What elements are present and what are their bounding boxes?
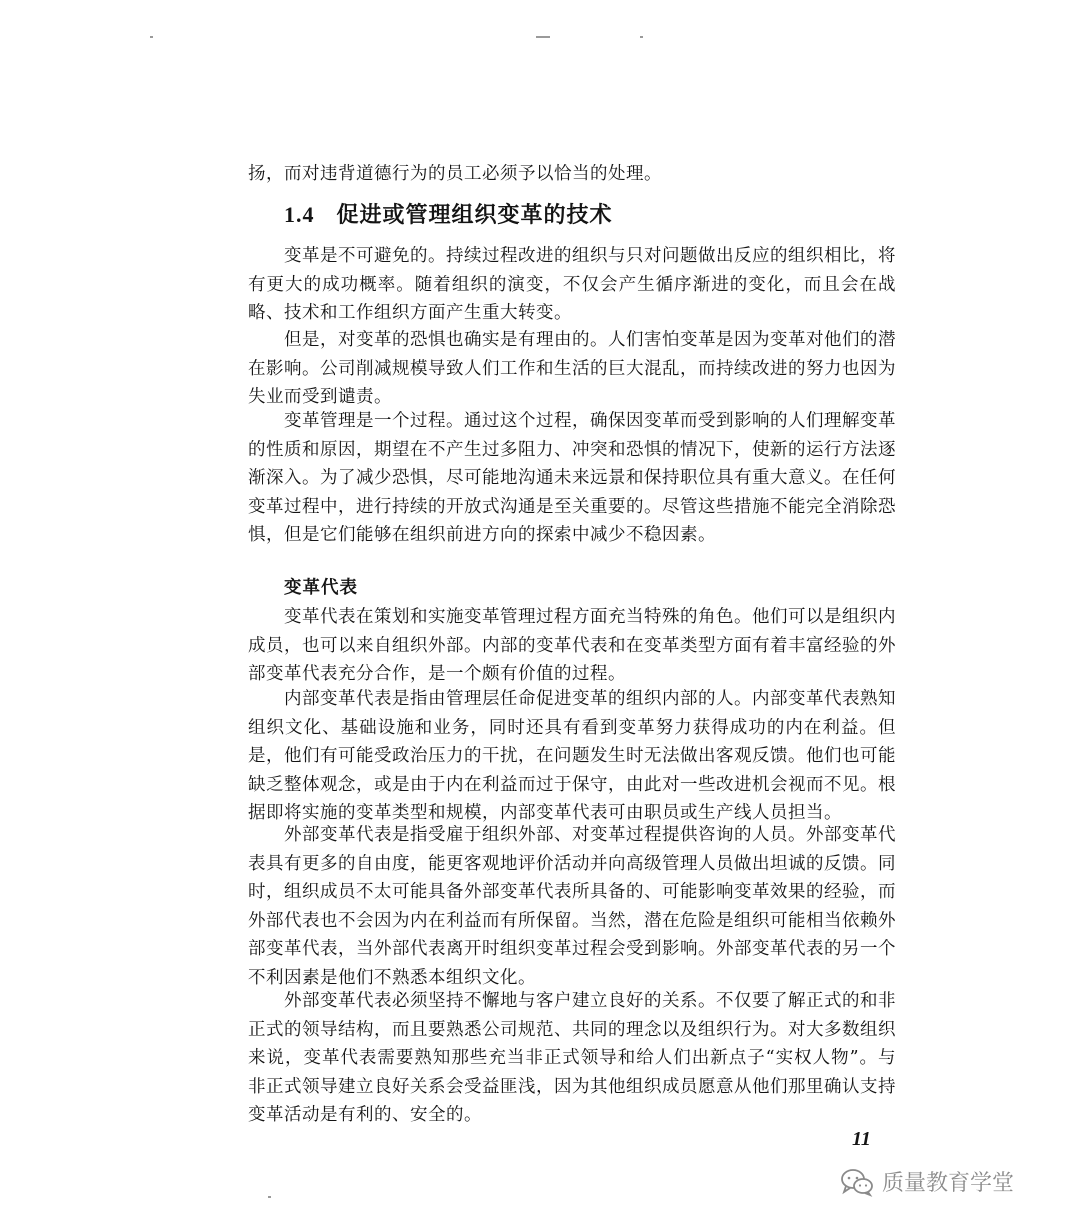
paragraph: 外部变革代表必须坚持不懈地与客户建立良好的关系。不仅要了解正式的和非正式的领导结构，而且要熟悉公司规范、共同的理念以及组织行为。对大多数组织来说，变革代表需要熟知那些充当非正式领导和给人们出新点子“实权人物”。与非正式领导建立良好关系会受益匪浅，因为其他组织成员愿意从他们那里确认支持变革活动是有利的、安全的。 — [248, 991, 896, 1125]
paragraph: 变革代表在策划和实施变革管理过程方面充当特殊的角色。他们可以是组织内成员，也可以来自组织外部。内部的变革代表和在变革类型方面有着丰富经验的外部变革代表充分合作，是一个颇有价值的过程。 — [248, 607, 896, 684]
section-title-text: 促进或管理组织变革的技术 — [336, 202, 613, 228]
paragraph: 外部变革代表是指受雇于组织外部、对变革过程提供咨询的人员。外部变革代表具有更多的自由度，能更客观地评价活动并向高级管理人员做出坦诚的反馈。同时，组织成员不太可能具备外部变革代表所具备的、可能影响变革效果的经验，而外部代表也不会因为内在利益而有所保留。当然，潜在危险是组织可能相当依赖外部变革代表，当外部代表离开时组织变革过程会受到影响。外部变革代表的另一个不利因素是他们不熟悉本组织文化。 — [248, 825, 896, 988]
wechat-icon — [840, 1167, 874, 1197]
scan-speck — [640, 36, 643, 38]
scan-speck — [150, 36, 153, 38]
scan-speck — [536, 36, 550, 38]
subheading: 变革代表 — [284, 578, 358, 598]
page-number: 11 — [852, 1128, 871, 1150]
scan-speck — [268, 1196, 271, 1198]
paragraph: 变革管理是一个过程。通过这个过程，确保因变革而受到影响的人们理解变革的性质和原因，期望在不产生过多阻力、冲突和恐惧的情况下，使新的运行方法逐渐深入。为了减少恐惧，尽可能地沟通未来远景和保持职位具有重大意义。在任何变革过程中，进行持续的开放式沟通是至关重要的。尽管这些措施不能完全消除恐惧，但是它们能够在组织前进方向的探索中减少不稳因素。 — [248, 411, 896, 545]
paragraph: 内部变革代表是指由管理层任命促进变革的组织内部的人。内部变革代表熟知组织文化、基础设施和业务，同时还具有看到变革努力获得成功的内在利益。但是，他们有可能受政治压力的干扰，在问题发生时无法做出客观反馈。他们也可能缺乏整体观念，或是由于内在利益而过于保守，由此对一些改进机会视而不见。根据即将实施的变革类型和规模，内部变革代表可由职员或生产线人员担当。 — [248, 689, 896, 823]
watermark — [840, 1166, 1014, 1197]
section-title — [284, 198, 613, 229]
continued-line: 扬，而对违背道德行为的员工必须予以恰当的处理。 — [248, 164, 662, 184]
section-number: 1.4 — [284, 202, 315, 227]
paragraph: 变革是不可避免的。持续过程改进的组织与只对问题做出反应的组织相比，将有更大的成功概率。随着组织的演变，不仅会产生循序渐进的变化，而且会在战略、技术和工作组织方面产生重大转变。 — [248, 246, 896, 323]
paragraph: 但是，对变革的恐惧也确实是有理由的。人们害怕变革是因为变革对他们的潜在影响。公司削减规模导致人们工作和生活的巨大混乱，而持续改进的努力也因为失业而受到谴责。 — [248, 330, 896, 407]
watermark-text: 质量教育学堂 — [882, 1171, 1015, 1196]
